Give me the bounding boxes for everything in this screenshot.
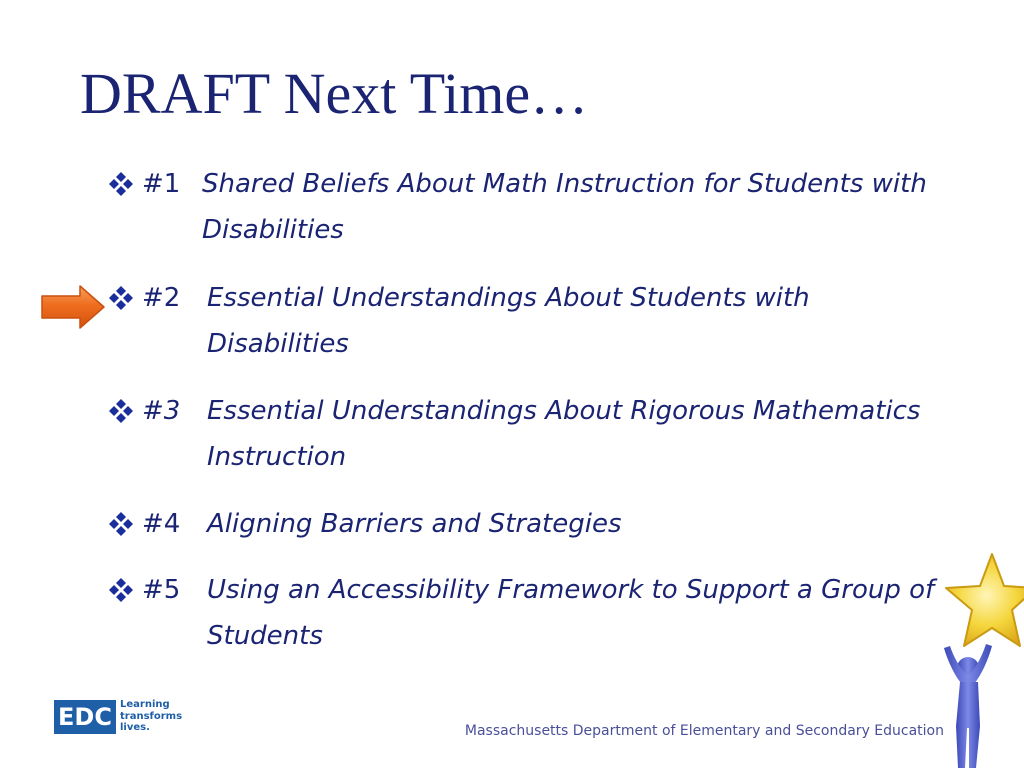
diamond-bullet-icon — [106, 575, 136, 605]
edc-logo-tagline: Learning transforms lives. — [120, 699, 183, 733]
agenda-item-number: #1 — [142, 169, 181, 199]
agenda-item-text: Using an Accessibility Framework to Support a Group of Students — [207, 575, 935, 651]
diamond-bullet-icon — [106, 169, 136, 199]
agenda-item-2 — [106, 275, 956, 371]
agenda-item-text: Essential Understandings About Students with Disabilities — [207, 283, 810, 359]
diamond-bullet-icon — [106, 283, 136, 313]
slide-title: DRAFT Next Time… — [80, 61, 589, 126]
agenda-item-text: Aligning Barriers and Strategies — [207, 509, 622, 539]
diamond-bullet-icon — [106, 396, 136, 426]
arrow-right-icon — [40, 283, 108, 331]
agenda-item-number: #5 — [142, 575, 181, 605]
agenda-item-text: Essential Understandings About Rigorous Mathematics Instruction — [207, 396, 921, 472]
agenda-item-text: Shared Beliefs About Math Instruction for Students with Disabilities — [202, 169, 927, 245]
agenda-item-1 — [106, 161, 956, 257]
footer-text: Massachusetts Department of Elementary and Secondary Education — [464, 723, 944, 739]
agenda-item-3 — [106, 388, 956, 484]
person-holding-star-icon — [930, 550, 1024, 768]
agenda-item-5 — [106, 567, 956, 663]
edc-logo-mark: EDC — [54, 700, 116, 734]
diamond-bullet-icon — [106, 509, 136, 539]
agenda-item-number: #4 — [142, 509, 181, 539]
edc-logo — [54, 699, 183, 734]
agenda-item-number: #3 — [142, 396, 181, 426]
agenda-item-number: #2 — [142, 283, 181, 313]
agenda-list — [106, 0, 986, 768]
